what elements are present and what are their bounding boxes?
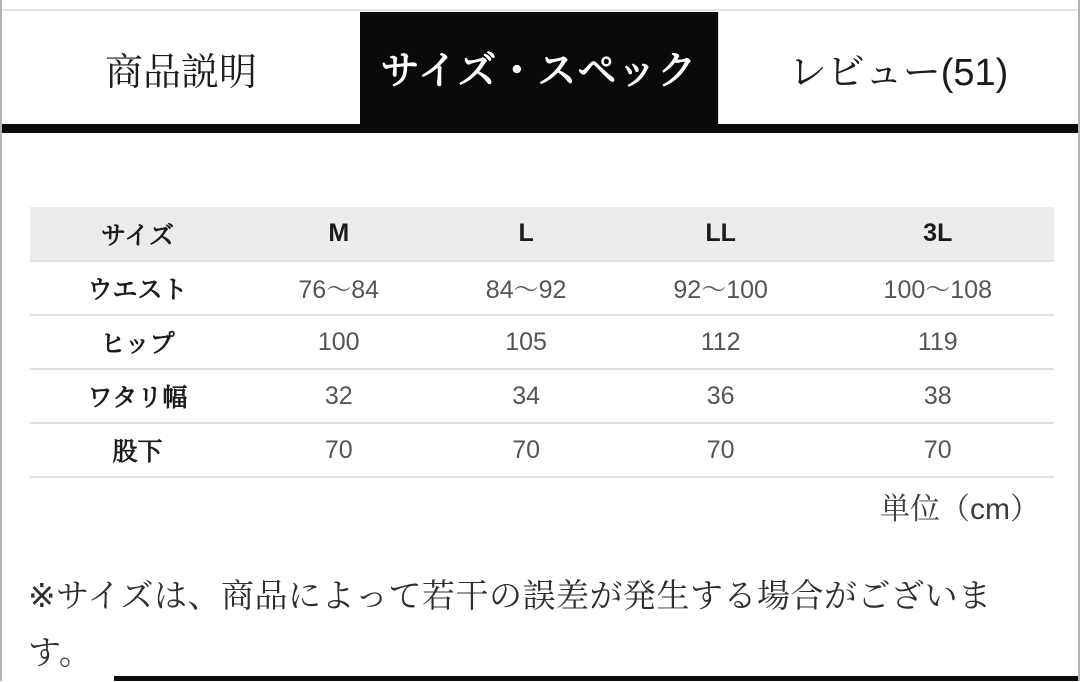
cell-value: 70 bbox=[432, 423, 619, 477]
cell-value: 70 bbox=[620, 423, 822, 477]
header-size-3l: 3L bbox=[822, 207, 1054, 261]
table-row-inseam bbox=[30, 423, 1054, 477]
cell-value: 36 bbox=[620, 369, 822, 423]
table-row-waist bbox=[30, 261, 1054, 315]
bottom-section-black-bar bbox=[114, 676, 1078, 681]
product-tab-bar bbox=[2, 12, 1078, 124]
cell-value: 100 bbox=[245, 315, 432, 369]
cell-value: 105 bbox=[432, 315, 619, 369]
row-label: ヒップ bbox=[30, 315, 245, 369]
cell-value: 92〜100 bbox=[620, 261, 822, 315]
tab-bottom-black-bar bbox=[2, 124, 1078, 133]
tab-size-spec[interactable]: サイズ・スペック bbox=[360, 12, 718, 124]
cell-value: 84〜92 bbox=[432, 261, 619, 315]
table-row-thigh-width bbox=[30, 369, 1054, 423]
header-size-ll: LL bbox=[620, 207, 822, 261]
size-disclaimer-text: ※サイズは、商品によって若干の誤差が発生する場合がございます。 bbox=[28, 577, 992, 671]
tab-product-description[interactable]: 商品説明 bbox=[2, 12, 360, 124]
row-label: ウエスト bbox=[30, 261, 245, 315]
header-size-l: L bbox=[432, 207, 619, 261]
cell-value: 32 bbox=[245, 369, 432, 423]
header-size-label: サイズ bbox=[30, 207, 245, 261]
top-divider-line bbox=[2, 9, 1078, 11]
cell-value: 70 bbox=[822, 423, 1054, 477]
tab-reviews[interactable]: レビュー(51) bbox=[718, 12, 1078, 124]
cell-value: 112 bbox=[620, 315, 822, 369]
cell-value: 119 bbox=[822, 315, 1054, 369]
row-label: ワタリ幅 bbox=[30, 369, 245, 423]
cell-value: 100〜108 bbox=[822, 261, 1054, 315]
row-label: 股下 bbox=[30, 423, 245, 477]
cell-value: 34 bbox=[432, 369, 619, 423]
table-row-hip bbox=[30, 315, 1054, 369]
header-size-m: M bbox=[245, 207, 432, 261]
cell-value: 70 bbox=[245, 423, 432, 477]
table-header-row bbox=[30, 207, 1054, 261]
unit-note: 単位（cm） bbox=[880, 493, 1040, 526]
size-spec-table bbox=[30, 207, 1054, 478]
cell-value: 38 bbox=[822, 369, 1054, 423]
cell-value: 76〜84 bbox=[245, 261, 432, 315]
